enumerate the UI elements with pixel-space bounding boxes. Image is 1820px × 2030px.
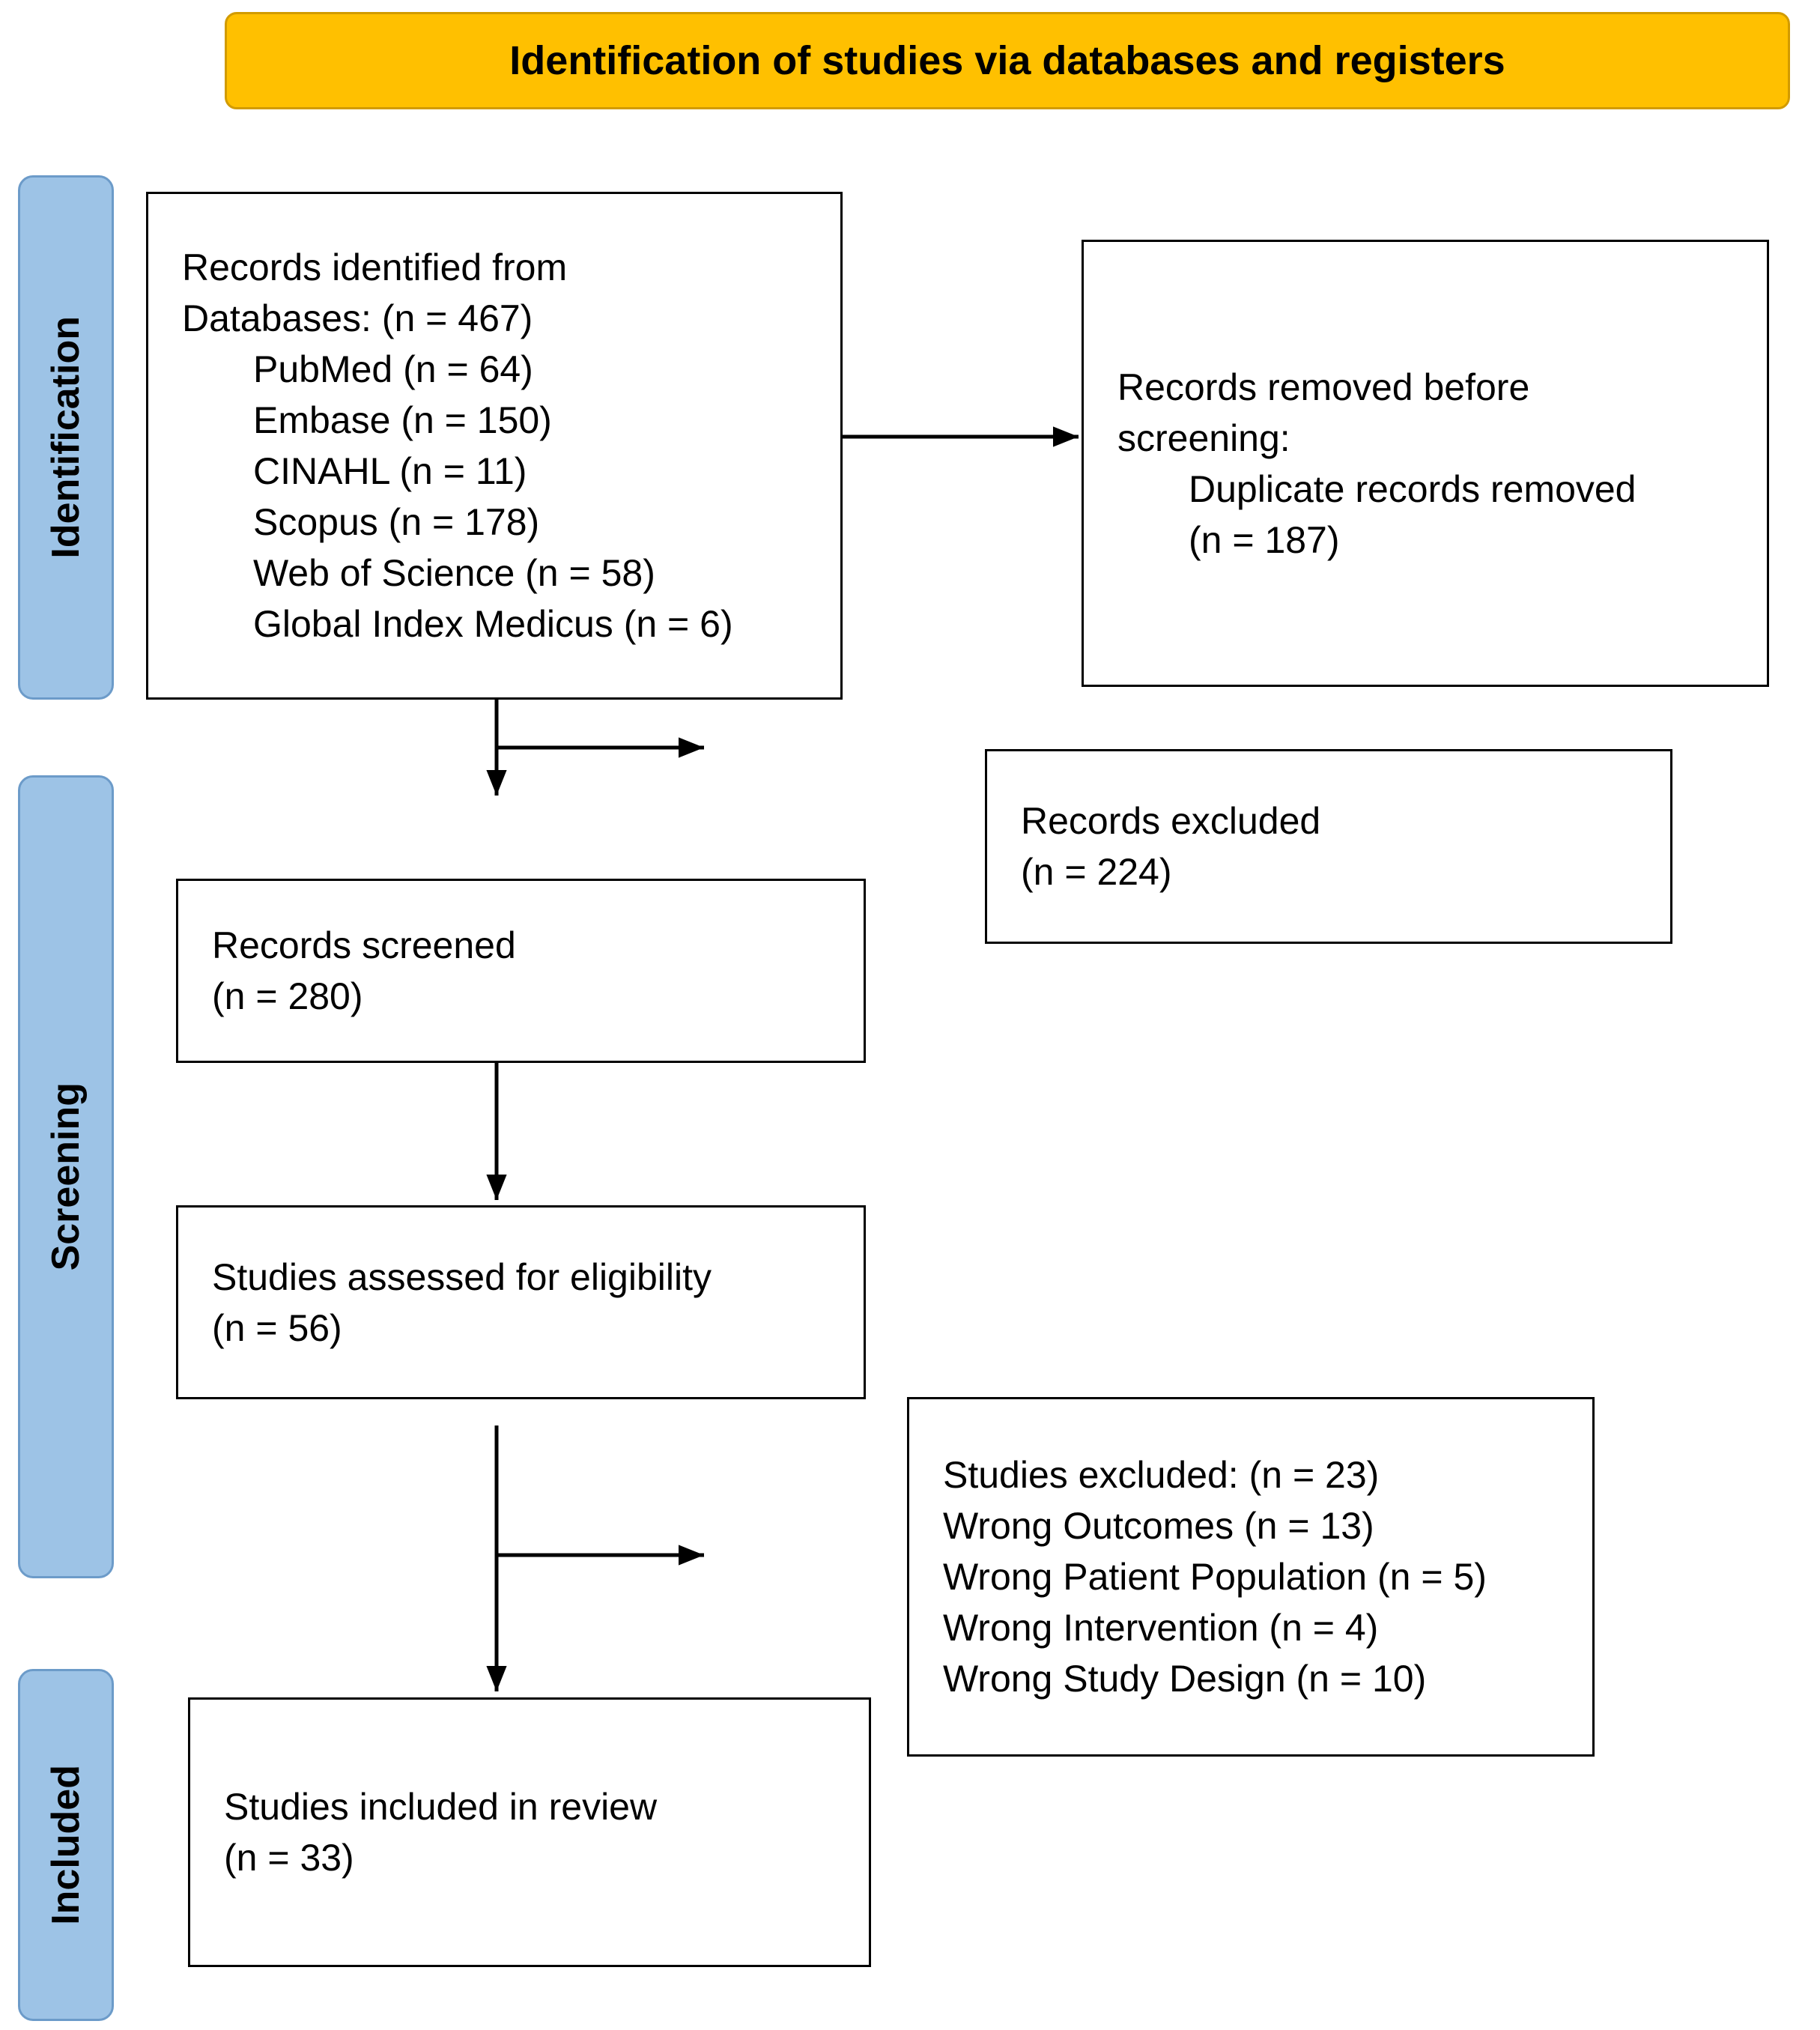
box-line: Embase (n = 150) (253, 399, 552, 441)
box-studies-excluded (907, 1397, 1595, 1757)
box-line: Studies included in review (224, 1786, 658, 1828)
box-records-identified (146, 192, 843, 700)
box-line: Records identified from (182, 246, 568, 288)
stage-screening-bar (18, 775, 114, 1578)
box-line: Wrong Intervention (n = 4) (943, 1607, 1379, 1649)
box-line: Records excluded (1021, 800, 1321, 842)
box-line: CINAHL (n = 11) (253, 450, 527, 492)
box-line: screening: (1117, 416, 1290, 459)
box-line: PubMed (n = 64) (253, 348, 533, 390)
box-line: (n = 33) (224, 1837, 354, 1879)
box-line: Scopus (n = 178) (253, 501, 540, 543)
box-studies-assessed (176, 1205, 866, 1399)
diagram-title: Identification of studies via databases and registers (509, 38, 1505, 83)
box-records-screened (176, 879, 866, 1063)
stage-included-bar (18, 1669, 114, 2021)
box-line: Databases: (n = 467) (182, 297, 533, 339)
box-line: (n = 187) (1189, 518, 1340, 561)
box-line: (n = 224) (1021, 851, 1172, 893)
box-line: Global Index Medicus (n = 6) (253, 603, 733, 645)
stage-screening-label: Screening (44, 1082, 88, 1271)
box-line: Web of Science (n = 58) (253, 552, 655, 594)
box-line: Wrong Outcomes (n = 13) (943, 1505, 1374, 1547)
box-line: Studies assessed for eligibility (212, 1255, 712, 1298)
box-line: Wrong Study Design (n = 10) (943, 1658, 1427, 1700)
box-line: Records removed before (1117, 366, 1530, 408)
stage-identification-bar (18, 175, 114, 700)
box-line: Duplicate records removed (1189, 467, 1637, 510)
box-studies-included (188, 1697, 871, 1967)
box-line: Studies excluded: (n = 23) (943, 1454, 1380, 1496)
stage-identification-label: Identification (44, 316, 88, 559)
box-line: (n = 280) (212, 975, 363, 1017)
box-line: Wrong Patient Population (n = 5) (943, 1556, 1487, 1598)
stage-included-label: Included (44, 1765, 88, 1925)
title-banner (225, 12, 1790, 109)
box-records-excluded (985, 749, 1672, 944)
box-line: Records screened (212, 924, 516, 966)
box-line: (n = 56) (212, 1306, 342, 1349)
box-records-removed (1082, 240, 1769, 687)
